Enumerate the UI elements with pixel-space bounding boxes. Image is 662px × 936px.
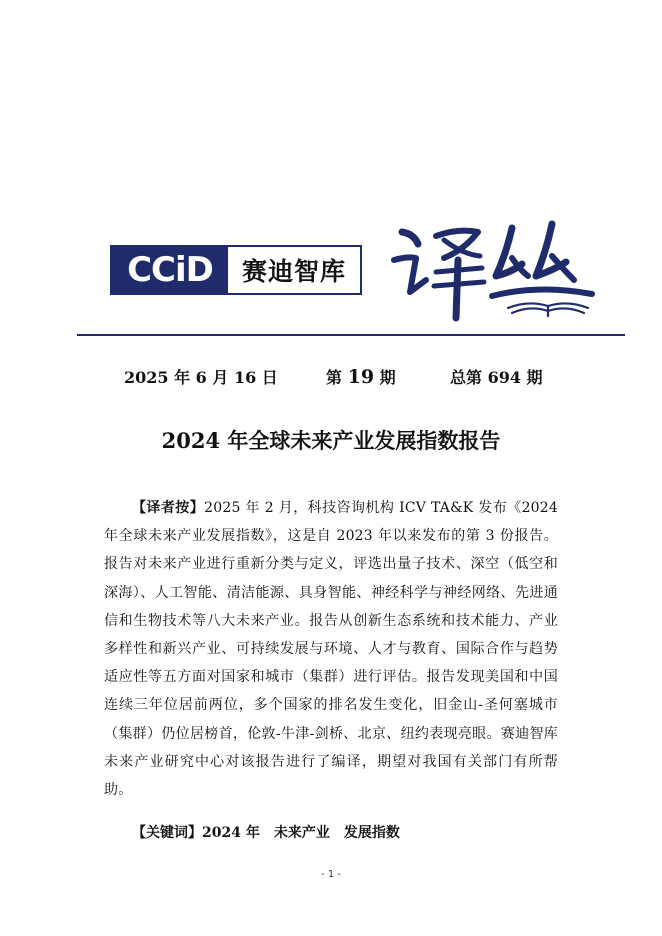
issue-suffix: 期: [379, 368, 396, 387]
ccid-logo-name: 赛迪智库: [241, 257, 346, 286]
page-number: - 1 -: [321, 869, 341, 880]
translator-note: [104, 494, 558, 804]
issue-number: [326, 365, 396, 388]
keyword-item: 发展指数: [343, 825, 400, 841]
keywords: [132, 822, 414, 842]
issue-prefix: 第: [326, 368, 343, 387]
keyword-item: 未来产业: [273, 825, 330, 841]
keywords-label: 【关键词】: [132, 825, 202, 841]
issue-number-value: 19: [347, 366, 375, 388]
yicong-calligraphy-logo: [388, 214, 598, 324]
issue-date: 2025 年 6 月 16 日: [124, 368, 278, 387]
translator-note-text: 2025 年 2 月，科技咨询机构 ICV TA&K 发布《2024 年全球未来产业发展指数》，这是自 2023 年以来发布的第 3 份报告。报告对未来产业进行重新分类与定义，评选出量子技术、深空（低空和深海）、人工智能、清洁能源、具身智能、神经科学与神经网络、先进通信和生物技术等八大未来产业。报告从创新生态系统和技术能力、产业多样性和新兴产业、可持续发展与环境、人才与教育、国际合作与趋势适应性等五方面对国家和城市（集群）进行评估。报告发现美国和中国连续三年位居前两位，多个国家的排名发生变化，旧金山-圣何塞城市（集群）仍位居榜首，伦敦-牛津-剑桥、北京、纽约表现亮眼。赛迪智库未来产业研究中心对该报告进行了编译，期望对我国有关部门有所帮助。: [104, 500, 558, 799]
ccid-logo: [110, 245, 362, 295]
keyword-item: 2024 年: [202, 825, 260, 841]
total-issue: 总第 694 期: [450, 368, 543, 387]
document-title: 2024 年全球未来产业发展指数报告: [161, 428, 501, 453]
translator-note-label: 【译者按】: [132, 500, 205, 516]
ccid-logo-mark: CCiD: [112, 247, 228, 293]
header-divider: [77, 334, 625, 336]
issue-line: [0, 365, 662, 389]
